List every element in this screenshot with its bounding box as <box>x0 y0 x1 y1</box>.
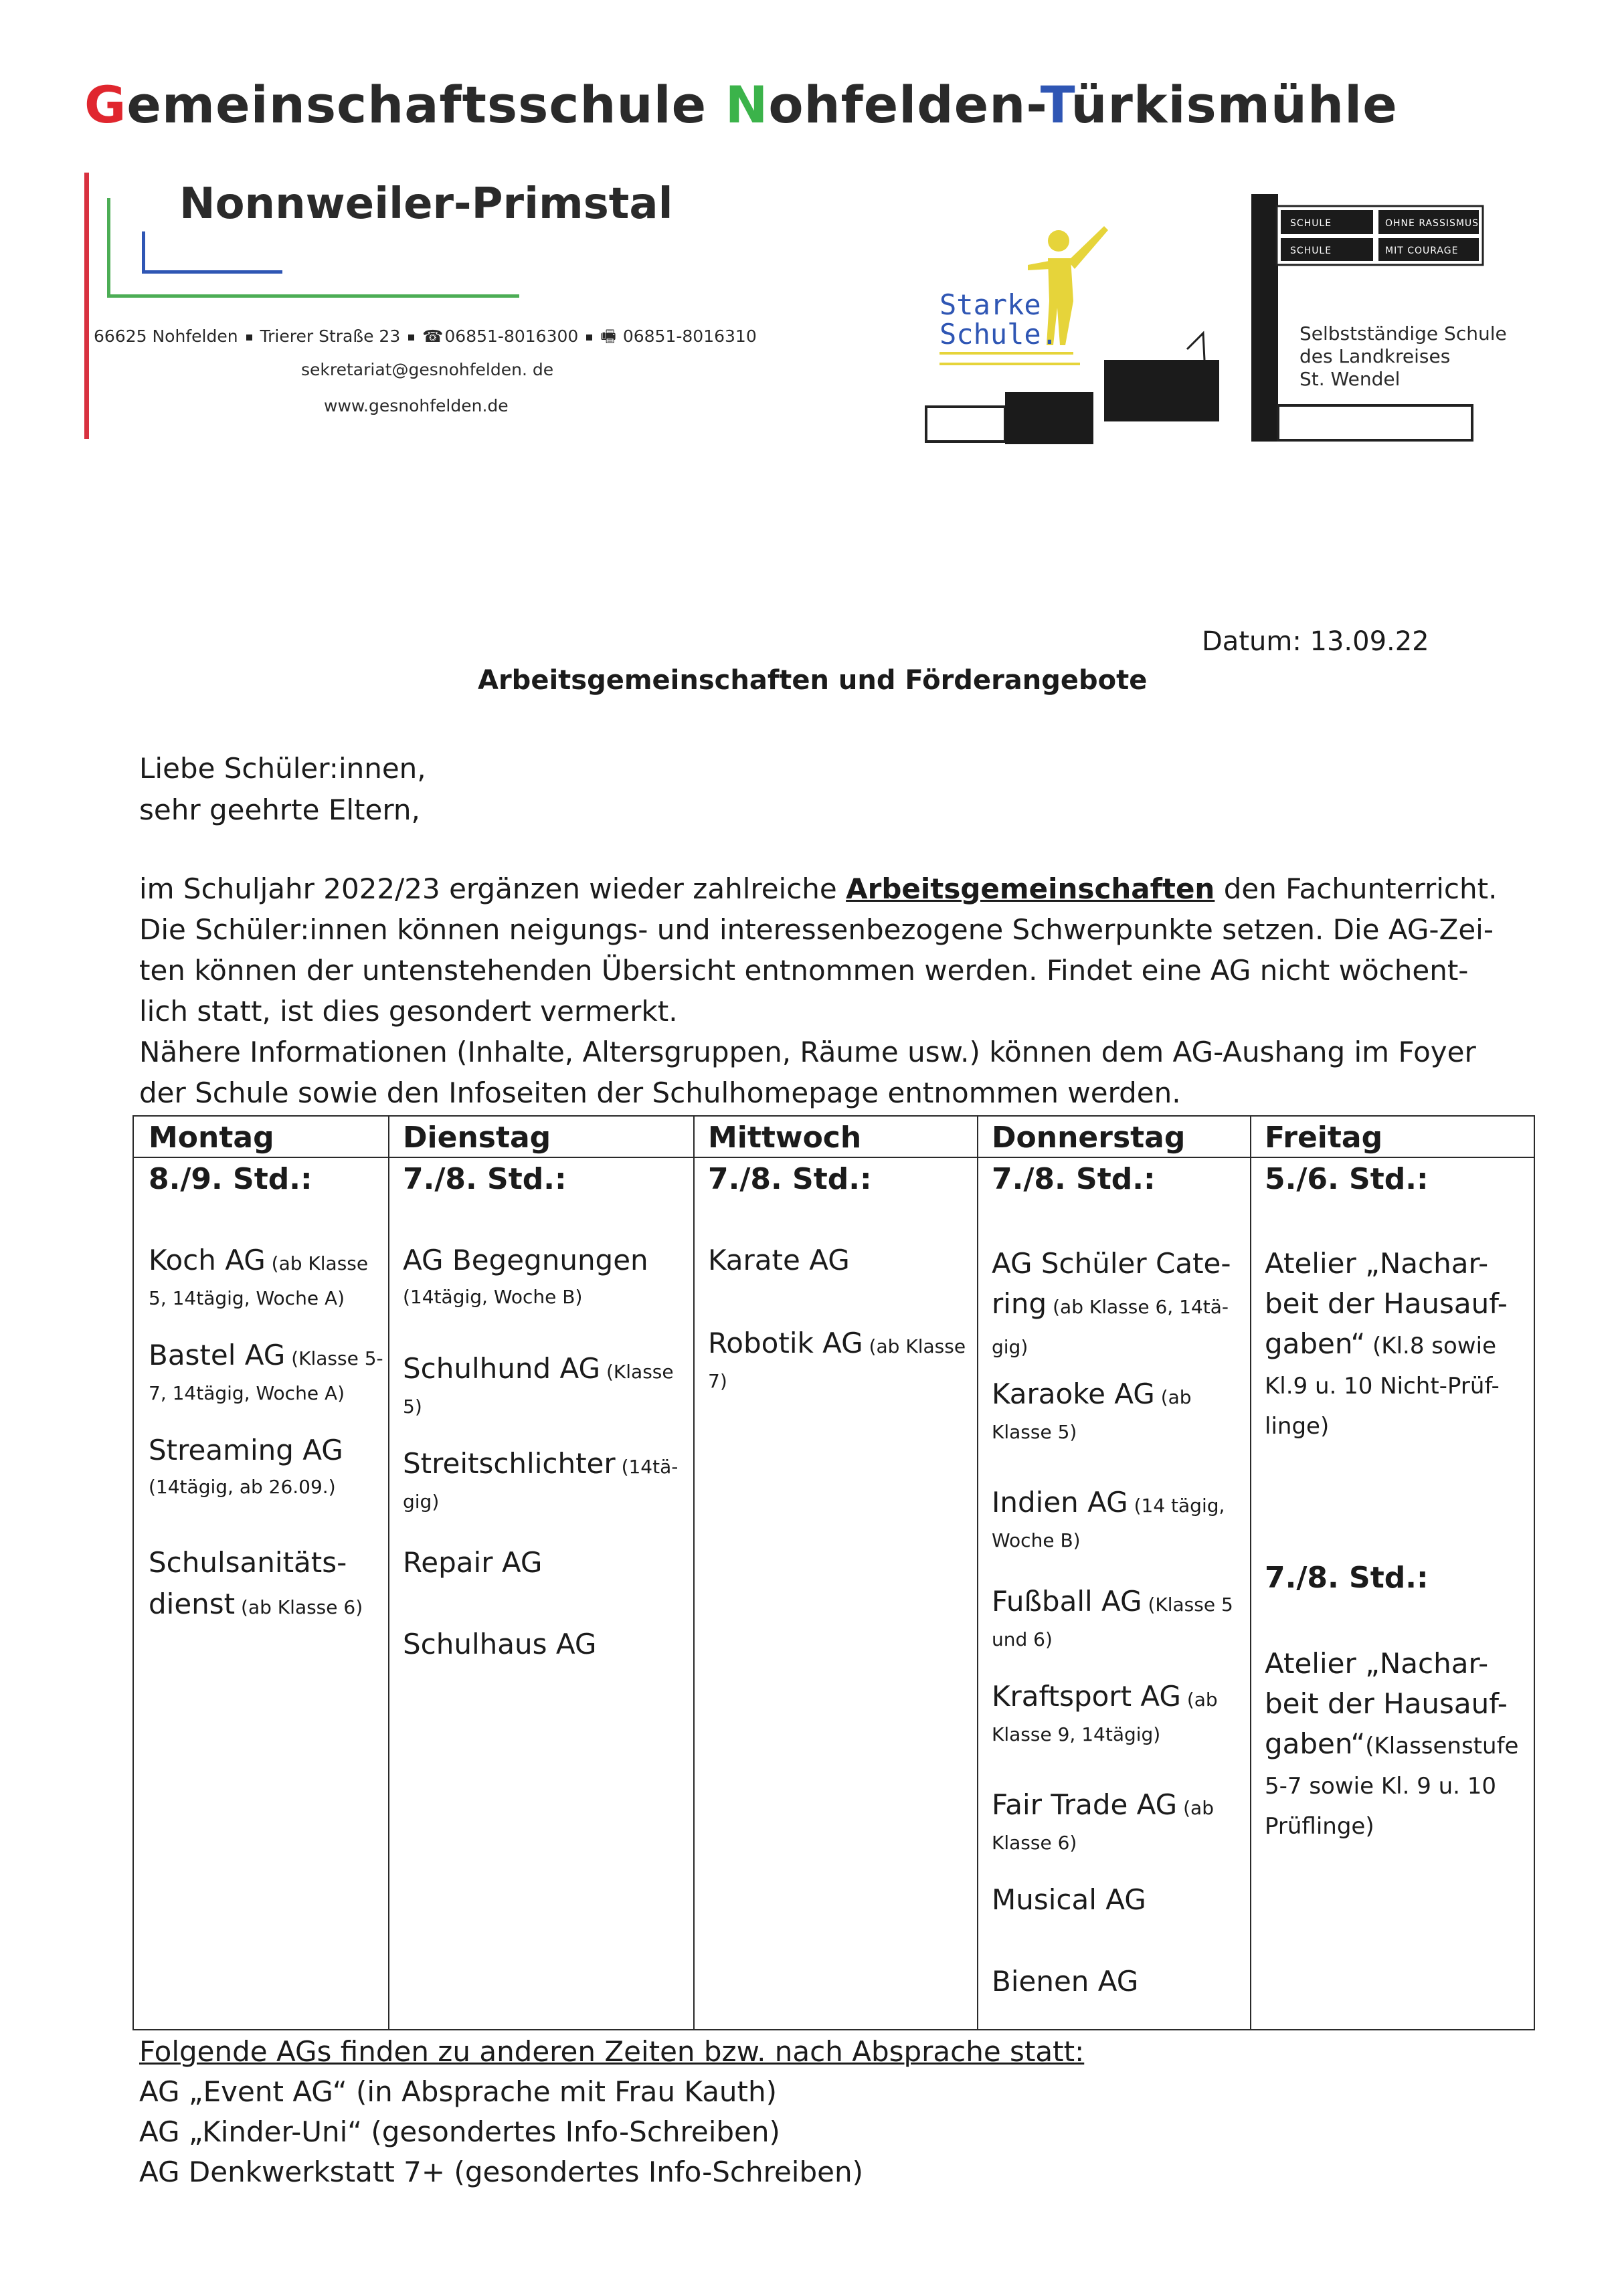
ag-name: Robotik AG <box>708 1327 863 1359</box>
sor-badge-text: SCHULE <box>1290 246 1332 256</box>
ag-name: gaben“ <box>1265 1727 1366 1760</box>
ag-name: Indien AG <box>992 1486 1128 1519</box>
ag-name: Bastel AG <box>149 1339 286 1371</box>
ag-note: Woche B) <box>992 1529 1081 1551</box>
ag-note: (ab <box>1154 1386 1192 1408</box>
ag-name: AG Begegnungen <box>403 1244 648 1276</box>
paragraph-emphasis: Arbeitsgemeinschaften <box>846 872 1215 905</box>
day-header: Montag <box>149 1121 274 1155</box>
school-name-initial-t: T <box>1040 75 1071 134</box>
column-montag <box>134 1117 388 2029</box>
fax-icon: 🖷 <box>600 326 616 346</box>
ag-note: (Klasse 5 <box>1142 1594 1233 1616</box>
list-item <box>1265 1244 1508 1444</box>
list-item <box>149 1542 363 1625</box>
email-link[interactable]: sekretariat@gesnohfelden. de <box>301 360 554 379</box>
list-item <box>708 1244 850 1277</box>
ag-note: 7) <box>708 1370 727 1392</box>
ag-name: Repair AG <box>403 1546 543 1579</box>
school-name-part: ürkismühle <box>1071 75 1398 134</box>
ag-name: gaben“ <box>1265 1327 1366 1360</box>
school-name-initial-n: N <box>725 75 769 134</box>
ag-name: dienst <box>149 1588 236 1620</box>
phone: 06851-8016300 <box>444 326 579 346</box>
starke-schule-tagline <box>939 348 1087 371</box>
paragraph-line: der Schule sowie den Infoseiten der Schulhomepage entnommen werden. <box>139 1076 1181 1109</box>
sor-badge-text: SCHULE <box>1290 218 1332 229</box>
column-freitag <box>1250 1117 1536 2029</box>
separator <box>586 334 592 341</box>
ag-note: 7, 14tägig, Woche A) <box>149 1382 345 1404</box>
ag-note: (ab Klasse 6) <box>235 1596 363 1618</box>
salutation <box>139 748 426 831</box>
list-item: AG Denkwerkstatt 7+ (gesondertes Info-Schreiben) <box>139 2156 863 2188</box>
ag-name: Schulhaus AG <box>403 1628 597 1660</box>
selbststaendige-schule-label: Selbstständige Schule des Landkreises St. Wendel <box>1299 322 1507 390</box>
ag-note: gig) <box>403 1491 440 1513</box>
list-item: AG „Kinder-Uni“ (gesondertes Info-Schreiben) <box>139 2115 780 2148</box>
list-item <box>992 1377 1192 1447</box>
ag-name: ring <box>992 1287 1047 1320</box>
ag-note: 5) <box>403 1396 422 1418</box>
ag-note: linge) <box>1265 1413 1330 1440</box>
list-item <box>149 1244 368 1313</box>
sor-badge-text: OHNE RASSISMUS <box>1385 218 1479 229</box>
ag-name: Atelier „Nachar- <box>1265 1247 1489 1280</box>
ag-name: Fußball AG <box>992 1585 1142 1618</box>
website-link[interactable]: www.gesnohfelden.de <box>324 396 509 415</box>
ag-name: Streaming AG <box>149 1434 343 1466</box>
ag-note: (Klasse 5- <box>285 1347 383 1369</box>
column-mittwoch <box>693 1117 977 2029</box>
paragraph-text: im Schuljahr 2022/23 ergänzen wieder zahlreiche <box>139 872 846 905</box>
list-item <box>149 1339 383 1408</box>
ag-name: Musical AG <box>992 1883 1146 1916</box>
ag-note: gig) <box>992 1336 1028 1358</box>
school-subtitle: Nonnweiler-Primstal <box>179 179 673 229</box>
contact-line <box>94 324 757 353</box>
ag-name: beit der Hausauf- <box>1265 1687 1508 1720</box>
hours-label: 7./8. Std.: <box>708 1162 872 1196</box>
ag-name: Fair Trade AG <box>992 1788 1178 1821</box>
ag-name: Atelier „Nachar- <box>1265 1647 1489 1680</box>
list-item <box>992 1486 1225 1555</box>
ag-note: (Kl.8 sowie <box>1365 1333 1496 1359</box>
day-header: Dienstag <box>403 1121 551 1155</box>
phone-icon: ☎ <box>422 326 444 346</box>
hours-label: 7./8. Std.: <box>1265 1561 1429 1595</box>
document-title: Arbeitsgemeinschaften und Förderangebote <box>478 665 1148 696</box>
hours-label: 5./6. Std.: <box>1265 1162 1429 1196</box>
school-name-part: emeinschaftsschule <box>126 75 725 134</box>
column-dienstag <box>388 1117 693 2029</box>
school-name <box>84 75 1398 134</box>
paragraph-text: den Fachunterricht. <box>1215 872 1498 905</box>
salutation-line: sehr geehrte Eltern, <box>139 793 420 826</box>
list-item <box>992 1244 1231 1364</box>
ag-note: und 6) <box>992 1628 1053 1650</box>
ag-name: Kraftsport AG <box>992 1680 1181 1713</box>
ag-note: Klasse 6) <box>992 1832 1077 1854</box>
list-item <box>1265 1644 1518 1844</box>
hours-label: 8./9. Std.: <box>149 1162 312 1196</box>
ag-note: (Klassenstufe <box>1365 1733 1519 1759</box>
list-item <box>992 1680 1218 1749</box>
other-ags-heading: Folgende AGs finden zu anderen Zeiten bzw. nach Absprache statt: <box>139 2035 1085 2068</box>
ag-note: 5-7 sowie Kl. 9 u. 10 <box>1265 1773 1497 1800</box>
column-donnerstag <box>977 1117 1250 2029</box>
day-header: Freitag <box>1265 1121 1383 1155</box>
separator <box>408 334 414 341</box>
list-item <box>403 1447 678 1517</box>
ag-note: (ab Klasse <box>863 1335 966 1357</box>
day-header: Donnerstag <box>992 1121 1186 1155</box>
school-name-initial-g: G <box>84 75 127 134</box>
header-bracket-green-line <box>107 294 519 298</box>
ag-note: (ab <box>1180 1689 1218 1711</box>
document-date: Datum: 13.09.22 <box>1202 626 1429 657</box>
address: 66625 Nohfelden <box>94 326 238 346</box>
list-item <box>992 1788 1214 1858</box>
list-item <box>403 1352 674 1422</box>
ag-note: (ab Klasse <box>265 1252 369 1274</box>
ag-note: (14tägig, ab 26.09.) <box>149 1476 336 1498</box>
paragraph-line <box>139 868 1511 909</box>
fax: 06851-8016310 <box>622 326 757 346</box>
salutation-line: Liebe Schüler:innen, <box>139 752 426 785</box>
list-item <box>403 1546 542 1580</box>
header-bracket-red <box>84 173 89 439</box>
ag-name: Bienen AG <box>992 1965 1139 1998</box>
intro-paragraph <box>139 868 1511 1113</box>
separator <box>246 334 252 341</box>
list-item <box>403 1244 648 1312</box>
list-item <box>992 1585 1233 1654</box>
ag-name: Streitschlichter <box>403 1447 616 1480</box>
list-item <box>992 1883 1146 1917</box>
ag-note: Prüflinge) <box>1265 1813 1374 1840</box>
ag-note: (ab <box>1177 1797 1214 1819</box>
paragraph-line: lich statt, ist dies gesondert vermerkt. <box>139 995 678 1028</box>
paragraph-line: Nähere Informationen (Inhalte, Altersgruppen, Räume usw.) können dem AG-Aushang im Foyer <box>139 1036 1476 1068</box>
paragraph-line: Die Schüler:innen können neigungs- und interessenbezogene Schwerpunkte setzen. Die AG-Zei- <box>139 913 1494 946</box>
school-name-part: ohfelden- <box>768 75 1041 134</box>
list-item <box>992 1965 1138 1998</box>
list-item: AG „Event AG“ (in Absprache mit Frau Kauth) <box>139 2075 778 2108</box>
ag-note: Klasse 9, 14tägig) <box>992 1723 1161 1745</box>
hours-label: 7./8. Std.: <box>992 1162 1156 1196</box>
day-header: Mittwoch <box>708 1121 862 1155</box>
header-bracket-blue <box>142 231 145 272</box>
ag-note: (14tä- <box>615 1456 679 1478</box>
ag-name: AG Schüler Cate- <box>992 1247 1231 1280</box>
ag-name: Schulsanitäts- <box>149 1546 347 1579</box>
header-bracket-green <box>107 198 110 296</box>
sor-badge-text: MIT COURAGE <box>1385 246 1459 256</box>
ag-note: Kl.9 u. 10 Nicht-Prüf- <box>1265 1373 1500 1400</box>
ag-name: Schulhund AG <box>403 1352 601 1385</box>
schedule-table <box>132 1115 1535 2030</box>
ag-note: (ab Klasse 6, 14tä- <box>1047 1296 1229 1318</box>
list-item <box>403 1628 596 1661</box>
ag-note: (14tägig, Woche B) <box>403 1286 583 1308</box>
ag-note: 5, 14tägig, Woche A) <box>149 1287 345 1309</box>
paragraph-line: ten können der untenstehenden Übersicht entnommen werden. Findet eine AG nicht wöchent- <box>139 954 1469 987</box>
street: Trierer Straße 23 <box>260 326 401 346</box>
ag-note: Klasse 5) <box>992 1421 1077 1443</box>
ag-note: (14 tägig, <box>1128 1495 1225 1517</box>
list-item <box>149 1434 343 1502</box>
header-bracket-blue-line <box>142 270 282 274</box>
list-item <box>708 1327 966 1396</box>
ag-note: (Klasse <box>600 1361 674 1383</box>
ag-name: Karaoke AG <box>992 1377 1155 1410</box>
ag-name: beit der Hausauf- <box>1265 1287 1508 1320</box>
hours-label: 7./8. Std.: <box>403 1162 567 1196</box>
starke-schule-wordmark: Starke Schule. <box>939 288 1059 351</box>
ag-name: Karate AG <box>708 1244 850 1276</box>
ag-name: Koch AG <box>149 1244 266 1276</box>
